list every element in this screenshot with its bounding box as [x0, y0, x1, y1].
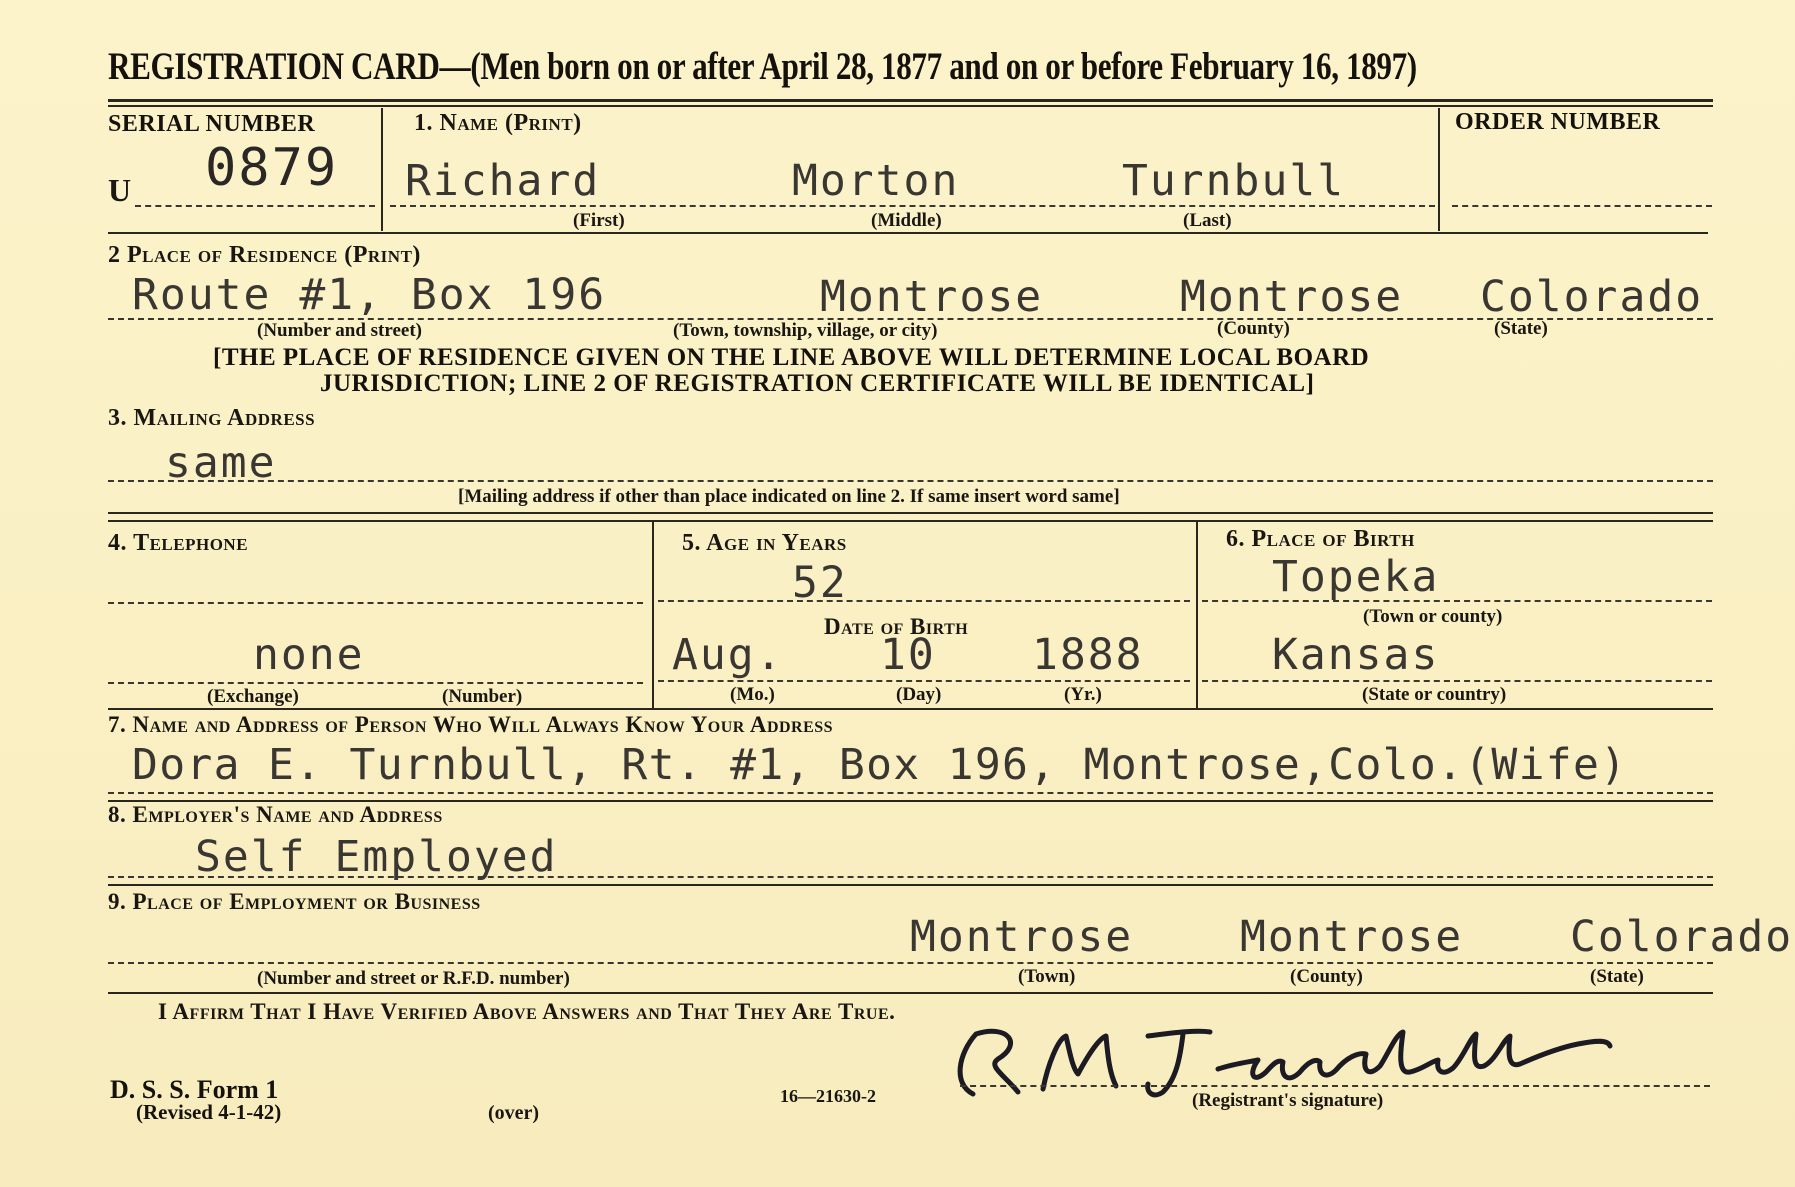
employment-town-value: Montrose	[910, 912, 1134, 962]
row9-bottom-rule	[108, 992, 1713, 994]
employment-street-caption: (Number and street or R.F.D. number)	[257, 968, 570, 989]
first-caption: (First)	[573, 210, 625, 231]
card-title: REGISTRATION CARD—(Men born on or after April 28, 1877 and on or before February 16, 1897)	[108, 45, 1417, 88]
number-caption: (Number)	[442, 686, 523, 707]
employer-label: 8. Employer's Name and Address	[108, 802, 443, 827]
serial-divider	[381, 108, 383, 231]
dob-year-caption: (Yr.)	[1064, 684, 1102, 705]
age-line	[658, 600, 1190, 602]
serial-prefix: U	[108, 172, 132, 208]
row6-bottom-rule	[108, 708, 1713, 710]
birth-town-line	[1202, 600, 1712, 602]
name-label: 1. Name (Print)	[414, 110, 582, 136]
jurisdiction-notice-line1: [THE PLACE OF RESIDENCE GIVEN ON THE LINE ABOVE WILL DETERMINE LOCAL BOARD	[213, 344, 1370, 371]
residence-state-value: Colorado	[1480, 272, 1704, 322]
serial-number-label: SERIAL NUMBER	[108, 111, 316, 137]
residence-street-caption: (Number and street)	[257, 320, 422, 341]
employment-county-caption: (County)	[1290, 966, 1363, 987]
dob-day-caption: (Day)	[896, 684, 942, 705]
residence-state-caption: (State)	[1494, 318, 1548, 339]
row3-bottom-rule-2	[108, 520, 1713, 522]
order-divider	[1438, 108, 1440, 231]
exchange-caption: (Exchange)	[207, 686, 299, 707]
age-label: 5. Age in Years	[682, 530, 847, 556]
birth-state-value: Kansas	[1272, 630, 1440, 680]
row8-bottom-rule	[108, 884, 1713, 886]
contact-line	[108, 792, 1713, 794]
age-value: 52	[792, 558, 848, 608]
jurisdiction-notice-line2: JURISDICTION; LINE 2 OF REGISTRATION CERTIFICATE WILL BE IDENTICAL]	[320, 370, 1315, 397]
last-caption: (Last)	[1183, 210, 1232, 231]
birth-town-caption: (Town or county)	[1363, 606, 1503, 627]
telephone-line-2	[108, 682, 643, 684]
residence-street-value: Route #1, Box 196	[132, 270, 607, 320]
employment-line	[108, 962, 1713, 964]
last-name-value: Turnbull	[1122, 156, 1346, 206]
name-line	[390, 205, 1435, 207]
serial-number-value: 0879	[205, 138, 339, 198]
dob-month-caption: (Mo.)	[730, 684, 775, 705]
form-id: D. S. S. Form 1	[110, 1075, 279, 1104]
mailing-address-label: 3. Mailing Address	[108, 405, 316, 431]
birth-state-line	[1202, 680, 1712, 682]
employment-state-value: Colorado	[1570, 912, 1794, 962]
dob-month-value: Aug.	[672, 630, 784, 680]
middle-name-value: Morton	[792, 156, 960, 206]
birthplace-label: 6. Place of Birth	[1226, 526, 1415, 552]
top-rule-2	[108, 105, 1713, 107]
residence-county-value: Montrose	[1180, 272, 1404, 322]
mailing-caption: [Mailing address if other than place indicated on line 2. If same insert word same]	[458, 486, 1120, 507]
order-line	[1452, 205, 1712, 207]
signature-caption: (Registrant's signature)	[1192, 1090, 1384, 1111]
dob-line	[658, 680, 1190, 682]
telephone-value: none	[253, 630, 365, 680]
row3-bottom-rule	[108, 512, 1713, 514]
birthplace-divider	[1196, 522, 1198, 708]
contact-value: Dora E. Turnbull, Rt. #1, Box 196, Montrose,Colo.(Wife)	[132, 740, 1628, 790]
dob-year-value: 1888	[1032, 630, 1144, 680]
affirmation-text: I Affirm That I Have Verified Above Answers and That They Are True.	[158, 999, 896, 1024]
telephone-label: 4. Telephone	[108, 530, 249, 556]
age-divider	[652, 522, 654, 708]
employment-town-caption: (Town)	[1018, 966, 1076, 987]
mailing-line	[108, 480, 1713, 482]
form-revised: (Revised 4-1-42)	[136, 1100, 282, 1124]
residence-town-caption: (Town, township, village, or city)	[673, 320, 938, 341]
employment-state-caption: (State)	[1590, 966, 1644, 987]
employment-label: 9. Place of Employment or Business	[108, 889, 481, 914]
middle-caption: (Middle)	[871, 210, 942, 231]
residence-label: 2 Place of Residence (Print)	[108, 242, 421, 268]
top-rule	[108, 99, 1713, 102]
employer-value: Self Employed	[195, 832, 558, 882]
row1-bottom-rule	[108, 232, 1708, 234]
birth-state-caption: (State or country)	[1362, 684, 1507, 705]
signature-line	[960, 1085, 1710, 1087]
employer-line	[108, 876, 1713, 878]
telephone-line-1	[108, 602, 643, 604]
over-note: (over)	[488, 1102, 540, 1124]
residence-town-value: Montrose	[820, 272, 1044, 322]
birth-town-value: Topeka	[1272, 552, 1440, 602]
mailing-address-value: same	[165, 438, 277, 488]
dob-label: Date of Birth	[824, 614, 969, 639]
print-code: 16—21630-2	[780, 1086, 876, 1106]
first-name-value: Richard	[405, 156, 601, 206]
employment-county-value: Montrose	[1240, 912, 1464, 962]
dob-day-value: 10	[880, 630, 936, 680]
serial-line	[135, 205, 375, 207]
residence-county-caption: (County)	[1217, 318, 1290, 339]
contact-label: 7. Name and Address of Person Who Will Always Know Your Address	[108, 712, 834, 737]
order-number-label: ORDER NUMBER	[1455, 109, 1661, 135]
